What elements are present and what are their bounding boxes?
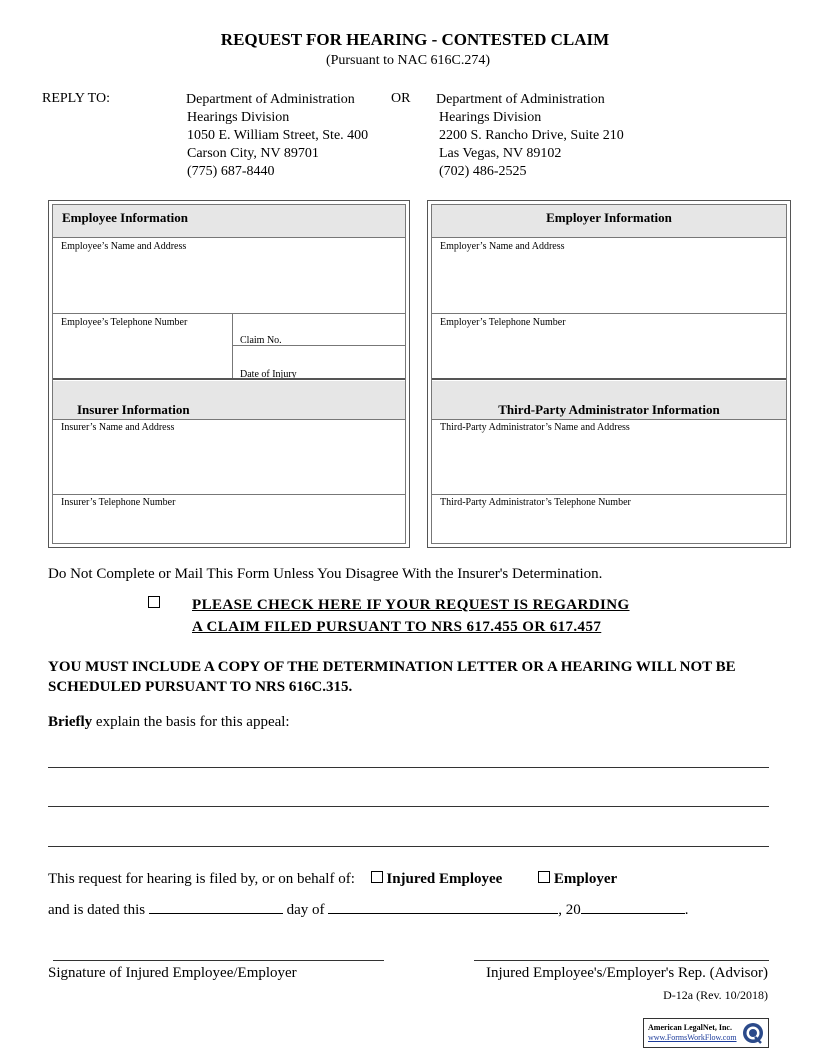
form-number: D-12a (Rev. 10/2018) [663, 988, 768, 1002]
employee-telephone-field[interactable]: Employee’s Telephone Number [61, 317, 188, 328]
please-line-2: A CLAIM FILED PURSUANT TO NRS 617.455 OR 617.457 [192, 619, 602, 635]
employee-signature-label: Signature of Injured Employee/Employer [48, 965, 297, 981]
please-line-1: PLEASE CHECK HERE IF YOUR REQUEST IS REGARDING [192, 597, 630, 613]
month-field[interactable] [328, 900, 558, 914]
employer-tpa-panel [427, 200, 791, 548]
year-field[interactable] [581, 900, 685, 914]
form-subtitle: (Pursuant to NAC 616C.274) [325, 53, 491, 68]
appeal-basis-line[interactable] [48, 846, 769, 847]
carson-address-line: 1050 E. William Street, Ste. 400 [187, 128, 369, 143]
day-of-label: day of [286, 902, 325, 918]
employer-name-address-field[interactable]: Employer’s Name and Address [440, 241, 565, 252]
occupational-disease-checkbox[interactable] [148, 596, 160, 608]
or-label: OR [391, 91, 411, 106]
carson-address-line: Department of Administration [186, 92, 355, 107]
briefly-rest: explain the basis for this appeal: [92, 714, 290, 730]
representative-signature-label: Injured Employee's/Employer's Rep. (Advisor) [485, 965, 768, 981]
dated-period: . [684, 902, 689, 918]
filed-by-text: This request for hearing is filed by, or on behalf of: [48, 871, 355, 887]
insurer-info-title: Insurer Information [77, 402, 190, 417]
insurer-telephone-field[interactable]: Insurer’s Telephone Number [61, 497, 176, 508]
vegas-address-line: 2200 S. Rancho Drive, Suite 210 [439, 128, 624, 143]
vegas-address-line: Hearings Division [439, 110, 542, 125]
las-vegas-address [436, 91, 624, 181]
reply-to-label: REPLY TO: [42, 91, 110, 106]
logo-company: American LegalNet, Inc. [648, 1023, 732, 1032]
injured-employee-checkbox[interactable] [371, 871, 383, 883]
notice-text: Do Not Complete or Mail This Form Unless You Disagree With the Insurer's Determination. [48, 566, 603, 582]
globe-icon [741, 1021, 765, 1045]
form-title: REQUEST FOR HEARING - CONTESTED CLAIM [220, 30, 610, 49]
appeal-basis-prompt [48, 714, 290, 731]
year-prefix: , 20 [558, 902, 581, 918]
vegas-address-line: (702) 486-2525 [439, 164, 527, 179]
employer-checkbox[interactable] [538, 871, 550, 883]
vegas-address-line: Las Vegas, NV 89102 [439, 146, 562, 161]
carson-address-line: (775) 687-8440 [187, 164, 275, 179]
tpa-telephone-field[interactable]: Third-Party Administrator’s Telephone Number [440, 497, 631, 508]
briefly-bold: Briefly [48, 714, 93, 730]
dated-row [48, 900, 688, 919]
tpa-info-header [432, 381, 786, 420]
employer-info-title: Employer Information [546, 210, 672, 225]
tpa-info-title: Third-Party Administrator Information [498, 402, 720, 417]
dated-prefix: and is dated this [48, 902, 146, 918]
employer-label: Employer [553, 871, 618, 887]
appeal-basis-line[interactable] [48, 767, 769, 768]
insurer-name-address-field[interactable]: Insurer’s Name and Address [61, 422, 175, 433]
injured-employee-label: Injured Employee [386, 871, 503, 887]
employee-info-title: Employee Information [62, 210, 189, 225]
representative-signature-line[interactable] [474, 960, 769, 961]
employee-name-address-field[interactable]: Employee’s Name and Address [61, 241, 187, 252]
vegas-address-line: Department of Administration [436, 92, 605, 107]
tpa-name-address-field[interactable]: Third-Party Administrator’s Name and Address [440, 422, 630, 433]
day-field[interactable] [149, 900, 283, 914]
employee-insurer-panel [48, 200, 410, 548]
insurer-info-header [53, 381, 405, 420]
claim-number-field[interactable]: Claim No. [240, 335, 282, 346]
employer-telephone-field[interactable]: Employer’s Telephone Number [440, 317, 566, 328]
date-of-injury-field[interactable]: Date of Injury [240, 369, 297, 380]
filed-by-row [48, 871, 617, 888]
logo-url[interactable]: www.FormsWorkFlow.com [648, 1033, 737, 1042]
employee-info-header [53, 205, 405, 238]
occupational-disease-instruction [192, 594, 630, 638]
determination-letter-warning: YOU MUST INCLUDE A COPY OF THE DETERMINATION LETTER OR A HEARING WILL NOT BE SCHEDULED PURSUANT TO NRS 616C.315. [48, 659, 736, 695]
appeal-basis-line[interactable] [48, 806, 769, 807]
employee-signature-line[interactable] [53, 960, 384, 961]
american-legalnet-logo[interactable] [643, 1018, 769, 1048]
employer-info-header [432, 205, 786, 238]
carson-city-address [186, 91, 368, 181]
carson-address-line: Hearings Division [187, 110, 290, 125]
carson-address-line: Carson City, NV 89701 [187, 146, 319, 161]
